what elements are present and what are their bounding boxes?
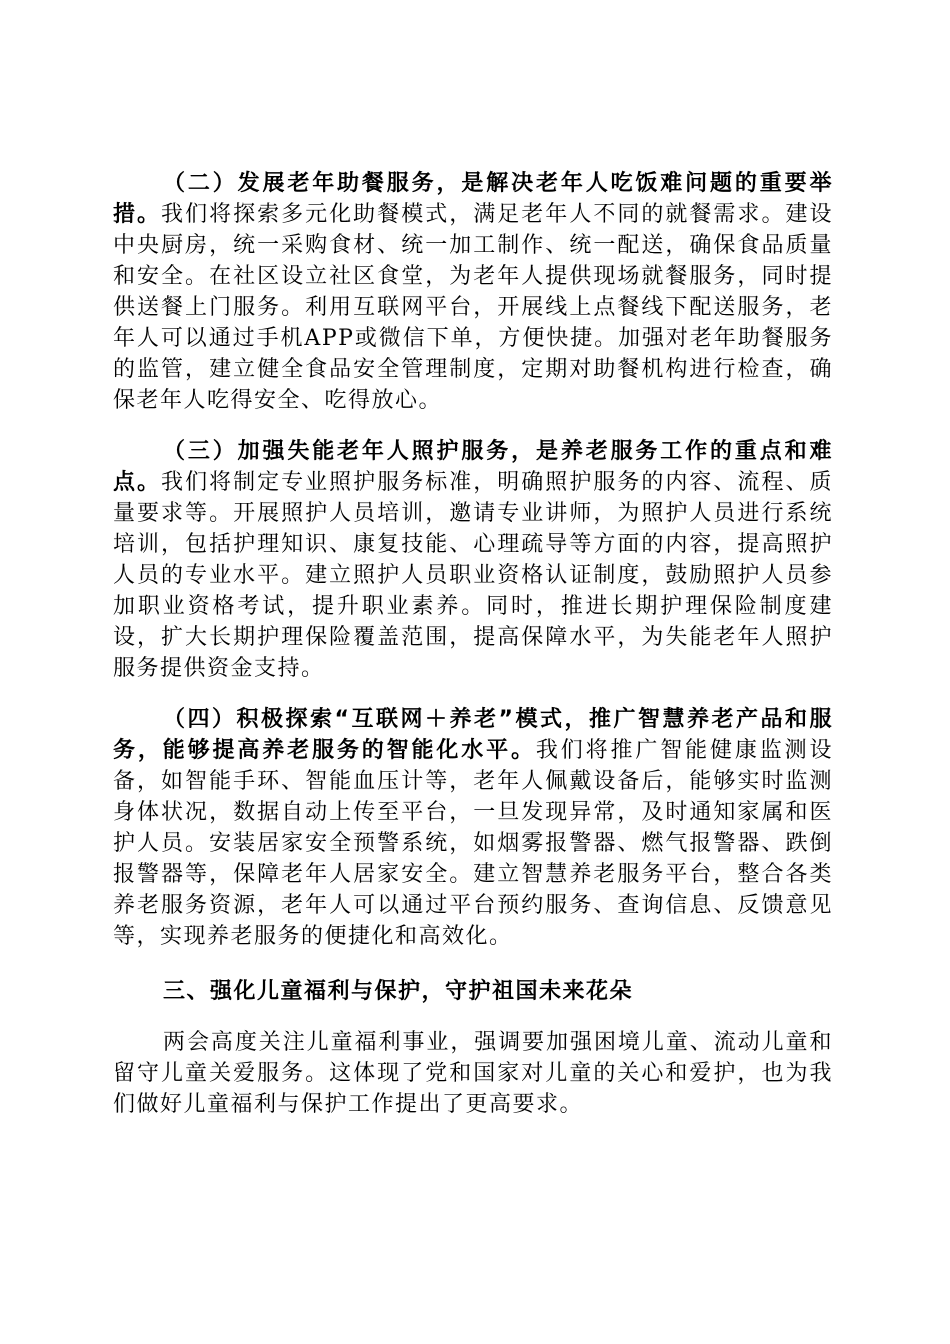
- paragraph-elderly-meal-service: [113, 168, 833, 416]
- paragraph-body: 我们将探索多元化助餐模式，满足老年人不同的就餐需求。建设中央厨房，统一采购食材、统一加工制作、统一配送，确保食品质量和安全。在社区设立社区食堂，为老年人提供现场就餐服务，同时提供送餐上门服务。利用互联网平台，开展线上点餐线下配送服务，老年人可以通过手机APP或微信下单，方便快捷。加强对老年助餐服务的监管，建立健全食品安全管理制度，定期对助餐机构进行检查，确保老年人吃得安全、吃得放心。: [113, 202, 833, 413]
- paragraph-body: 我们将制定专业照护服务标准，明确照护服务的内容、流程、质量要求等。开展照护人员培训，邀请专业讲师，为照护人员进行系统培训，包括护理知识、康复技能、心理疏导等方面的内容，提高照护人员的专业水平。建立照护人员职业资格认证制度，鼓励照护人员参加职业资格考试，提升职业素养。同时，推进长期护理保险制度建设，扩大长期护理保险覆盖范围，提高保障水平，为失能老年人照护服务提供资金支持。: [113, 470, 833, 681]
- paragraph-body: 我们将推广智能健康监测设备，如智能手环、智能血压计等，老年人佩戴设备后，能够实时监测身体状况，数据自动上传至平台，一旦发现异常，及时通知家属和医护人员。安装居家安全预警系统，如烟雾报警器、燃气报警器、跌倒报警器等，保障老年人居家安全。建立智慧养老服务平台，整合各类养老服务资源，老年人可以通过平台预约服务、查询信息、反馈意见等，实现养老服务的便捷化和高效化。: [113, 738, 833, 949]
- paragraph-smart-elderly-care: [113, 704, 833, 952]
- document-page: [113, 168, 833, 1120]
- paragraph-lead: （二）发展老年助餐服务，是解决老年人吃饭难问题的重要举措。: [113, 171, 833, 227]
- paragraph-child-welfare: 两会高度关注儿童福利事业，强调要加强困境儿童、流动儿童和留守儿童关爱服务。这体现了党和国家对儿童的关心和爱护，也为我们做好儿童福利与保护工作提出了更高要求。: [113, 1030, 833, 1117]
- paragraph-disabled-elderly-care: [113, 436, 833, 684]
- paragraph-lead: （三）加强失能老年人照护服务，是养老服务工作的重点和难点。: [113, 439, 833, 495]
- paragraph-lead: （四）积极探索“互联网＋养老”模式，推广智慧养老产品和服务，能够提高养老服务的智能化水平。: [113, 707, 833, 763]
- section-heading: 三、强化儿童福利与保护，守护祖国未来花朵: [163, 979, 634, 1004]
